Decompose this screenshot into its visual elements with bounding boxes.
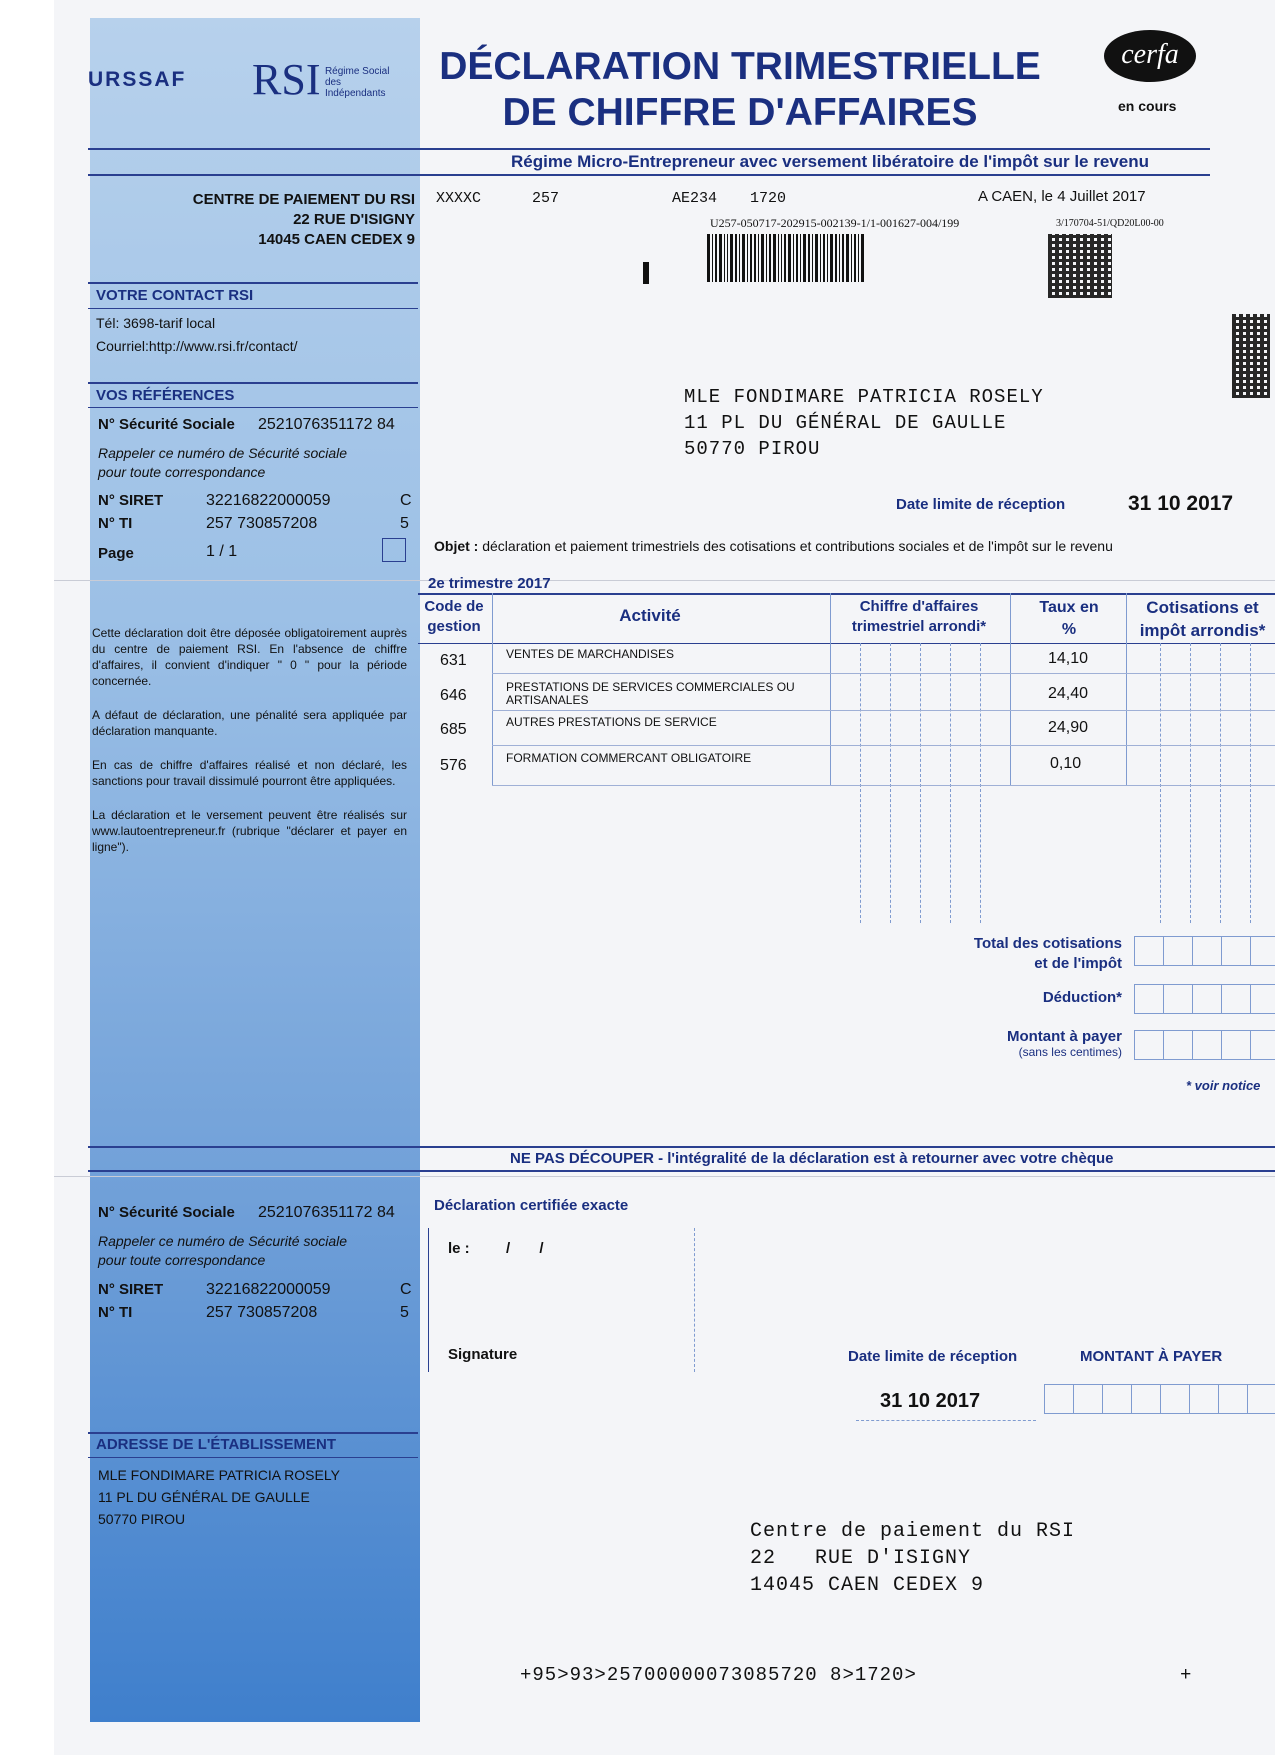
montant-input[interactable]: [1134, 1030, 1275, 1060]
recipient-city: 50770 PIROU: [684, 438, 821, 460]
mark-bar: [643, 262, 649, 284]
cut-notice: [510, 1150, 1113, 1167]
references-rule-top: [88, 382, 418, 384]
sig-box-right: [694, 1228, 695, 1372]
recipient-street: 11 PL DU GÉNÉRAL DE GAULLE: [684, 412, 1007, 434]
row-activite: FORMATION COMMERCANT OBLIGATOIRE: [506, 751, 752, 765]
deduction-input[interactable]: [1134, 984, 1275, 1014]
row-taux: 24,40: [1048, 685, 1089, 702]
adresse-rule-bottom: [88, 1457, 418, 1458]
date-field-label[interactable]: le :: [448, 1240, 470, 1257]
secu-value: 2521076351172 84: [258, 416, 395, 433]
sender-block: [150, 190, 415, 250]
cut-rule-top: [88, 1146, 1275, 1148]
destination-line-2: 22 RUE D'ISIGNY: [750, 1547, 972, 1570]
table-header-rule: [418, 643, 1275, 644]
bottom-montant-label: MONTANT À PAYER: [1080, 1348, 1223, 1365]
sender-code-3: AE234: [672, 190, 718, 207]
siret-value: 32216822000059: [206, 492, 331, 509]
header-rule-bottom: [88, 174, 1210, 176]
urssaf-logo-text: URSSAF: [88, 68, 187, 91]
ocr-plus: +: [1180, 1664, 1192, 1686]
cut-notice-rest: - l'intégralité de la déclaration est à retourner avec votre chèque: [653, 1150, 1114, 1167]
note-2: A défaut de déclaration, une pénalité sera appliquée par déclaration manquante.: [92, 708, 407, 738]
contact-header: VOTRE CONTACT RSI: [96, 287, 254, 304]
adresse-street: 11 PL DU GÉNÉRAL DE GAULLE: [98, 1489, 310, 1505]
row-code: 576: [440, 757, 467, 774]
row-code: 631: [440, 652, 467, 669]
urssaf-logo: [88, 68, 186, 92]
col-header-cotis: Cotisations et impôt arrondis*: [1139, 598, 1266, 640]
sender-code-2: 257: [532, 190, 560, 207]
row-taux: 0,10: [1050, 755, 1082, 772]
bottom-siret-value: 32216822000059: [206, 1281, 331, 1298]
row-code: 646: [440, 687, 467, 704]
bottom-deadline-value: 31 10 2017: [880, 1390, 981, 1412]
row-code: 685: [440, 721, 467, 738]
col-header-code: Code de gestion: [424, 598, 484, 635]
rsi-logo-text: RSI: [252, 55, 321, 104]
signature-label[interactable]: Signature: [448, 1346, 518, 1363]
objet-text: déclaration et paiement trimestriels des cotisations et contributions sociales et de l'impôt sur le revenu: [482, 538, 1113, 554]
secu-label: N° Sécurité Sociale: [98, 416, 235, 433]
barcode-image: [707, 234, 866, 282]
note-3: En cas de chiffre d'affaires réalisé et non déclaré, les sanctions pour travail dissimulé pourront être appliquées.: [92, 758, 407, 788]
table-row: [420, 648, 1275, 682]
deduction-label: Déduction*: [1042, 989, 1122, 1006]
adresse-rule-top: [88, 1432, 418, 1434]
row-activite: AUTRES PRESTATIONS DE SERVICE: [506, 715, 717, 729]
adresse-name: MLE FONDIMARE PATRICIA ROSELY: [98, 1467, 340, 1483]
ocr-line: +95>93>25700000073085720 8>1720>: [520, 1664, 917, 1686]
objet-line: [434, 538, 1113, 554]
sender-title: CENTRE DE PAIEMENT DU RSI: [192, 191, 415, 208]
destination-line-1: Centre de paiement du RSI: [750, 1520, 1076, 1543]
cut-notice-bold: NE PAS DÉCOUPER: [510, 1150, 654, 1167]
ti-key: 5: [400, 515, 409, 532]
rsi-logo-subtitle: Régime Social des Indépendants: [324, 66, 390, 99]
bottom-deadline-underline: [856, 1420, 1036, 1421]
fold-line: [54, 580, 1275, 581]
sig-box-left: [428, 1228, 429, 1372]
row-rule-3: [492, 745, 1275, 746]
row-rule-4: [492, 785, 1275, 786]
total-line-1: Total des cotisations: [973, 935, 1122, 952]
deadline-label: Date limite de réception: [896, 496, 1066, 513]
bottom-secu-reminder: Rappeler ce numéro de Sécurité sociale pour toute correspondance: [98, 1233, 348, 1268]
total-input[interactable]: [1134, 936, 1275, 966]
adresse-city: 50770 PIROU: [98, 1511, 186, 1527]
ti-label: N° TI: [98, 515, 133, 532]
title-line-2: DE CHIFFRE D'AFFAIRES: [502, 91, 978, 134]
cerfa-status: en cours: [1118, 98, 1177, 114]
cut-rule-bottom: [88, 1170, 1275, 1172]
rsi-logo: [252, 54, 403, 105]
secu-reminder: Rappeler ce numéro de Sécurité sociale pour toute correspondance: [98, 445, 348, 480]
contact-tel: Tél: 3698-tarif local: [96, 315, 216, 331]
contact-rule-bottom: [88, 308, 418, 309]
table-rule-top: [418, 593, 1275, 595]
certifiee-label: Déclaration certifiée exacte: [434, 1197, 629, 1214]
col-header-taux: Taux en %: [1039, 599, 1099, 638]
objet-label: Objet :: [434, 538, 479, 554]
qr-reference: 3/170704-51/QD20L00-00: [1056, 218, 1164, 229]
montant-label-sub: (sans les centimes): [1018, 1045, 1122, 1059]
title-line-1: DÉCLARATION TRIMESTRIELLE: [439, 45, 1041, 88]
sender-code-1: XXXXC: [436, 190, 482, 207]
destination-line-3: 14045 CAEN CEDEX 9: [750, 1574, 985, 1597]
sender-code-4: 1720: [750, 190, 787, 207]
bottom-deadline-label: Date limite de réception: [848, 1348, 1018, 1365]
row-taux: 14,10: [1048, 650, 1089, 667]
total-label: [900, 934, 1122, 974]
page-label: Page: [98, 545, 134, 562]
montant-label-main: Montant à payer: [1006, 1028, 1122, 1045]
siret-key: C: [400, 492, 412, 509]
table-row: [420, 752, 1275, 786]
page-value: 1 / 1: [206, 543, 238, 560]
date-place: A CAEN, le 4 Juillet 2017: [978, 188, 1146, 205]
note-4: La déclaration et le versement peuvent être réalisés sur www.lautoentrepreneur.fr (rubrique "déclarer et payer en ligne").: [92, 808, 407, 854]
ti-value: 257 730857208: [206, 515, 318, 532]
header-rule-top: [88, 148, 1210, 150]
deadline-value: 31 10 2017: [1128, 492, 1234, 515]
page-title: [420, 44, 1060, 136]
references-rule-bottom: [88, 407, 418, 408]
bottom-siret-label: N° SIRET: [98, 1281, 164, 1298]
montant-label: [900, 1028, 1122, 1059]
voir-notice: * voir notice: [1186, 1078, 1261, 1093]
trimestre-label: 2e trimestre 2017: [428, 575, 551, 592]
row-taux: 24,90: [1048, 719, 1089, 736]
contact-email: Courriel:http://www.rsi.fr/contact/: [96, 338, 298, 354]
bottom-ti-key: 5: [400, 1304, 409, 1321]
col-header-activite: Activité: [619, 606, 681, 625]
cerfa-text: cerfa: [1121, 39, 1179, 70]
contact-rule-top: [88, 282, 418, 284]
bottom-ti-value: 257 730857208: [206, 1304, 318, 1321]
bottom-ti-label: N° TI: [98, 1304, 133, 1321]
subtitle: Régime Micro-Entrepreneur avec versement libératoire de l'impôt sur le revenu: [511, 152, 1149, 171]
sender-city: 14045 CAEN CEDEX 9: [258, 231, 415, 248]
note-1: Cette déclaration doit être déposée obligatoirement auprès du centre de paiement RSI. En l'absence de chiffre d'affaires, il convient d'indiquer " 0 " pour la période concernée.: [92, 626, 407, 688]
qr-code-edge: [1232, 314, 1270, 398]
total-line-2: et de l'impôt: [1034, 955, 1122, 972]
destination-address: [750, 1518, 1075, 1599]
cerfa-badge: [1104, 30, 1196, 82]
bottom-siret-key: C: [400, 1281, 412, 1298]
fold-line-2: [54, 1176, 1275, 1177]
barcode-reference: U257-050717-202915-002139-1/1-001627-004/199: [710, 216, 960, 230]
sender-street: 22 RUE D'ISIGNY: [293, 211, 415, 228]
recipient-name: MLE FONDIMARE PATRICIA ROSELY: [684, 386, 1044, 408]
row-rule-2: [492, 710, 1275, 711]
qr-code-image: [1048, 234, 1112, 298]
references-header: VOS RÉFÉRENCES: [96, 387, 235, 404]
date-field-slashes: / /: [506, 1240, 544, 1257]
adresse-header: ADRESSE DE L'ÉTABLISSEMENT: [96, 1436, 336, 1453]
bottom-secu-value: 2521076351172 84: [258, 1204, 395, 1221]
recipient-address: [684, 384, 1044, 462]
page-checkbox[interactable]: [382, 538, 406, 562]
row-activite: VENTES DE MARCHANDISES: [506, 647, 675, 661]
siret-label: N° SIRET: [98, 492, 164, 509]
notes-block: [92, 625, 407, 855]
col-header-ca: Chiffre d'affaires trimestriel arrondi*: [851, 598, 987, 635]
adresse-block: [98, 1464, 340, 1530]
row-rule-1: [492, 673, 1275, 674]
bottom-secu-label: N° Sécurité Sociale: [98, 1204, 235, 1221]
bottom-montant-input[interactable]: [1044, 1384, 1275, 1414]
row-activite: PRESTATIONS DE SERVICES COMMERCIALES OU ARTISANALES: [506, 680, 795, 707]
